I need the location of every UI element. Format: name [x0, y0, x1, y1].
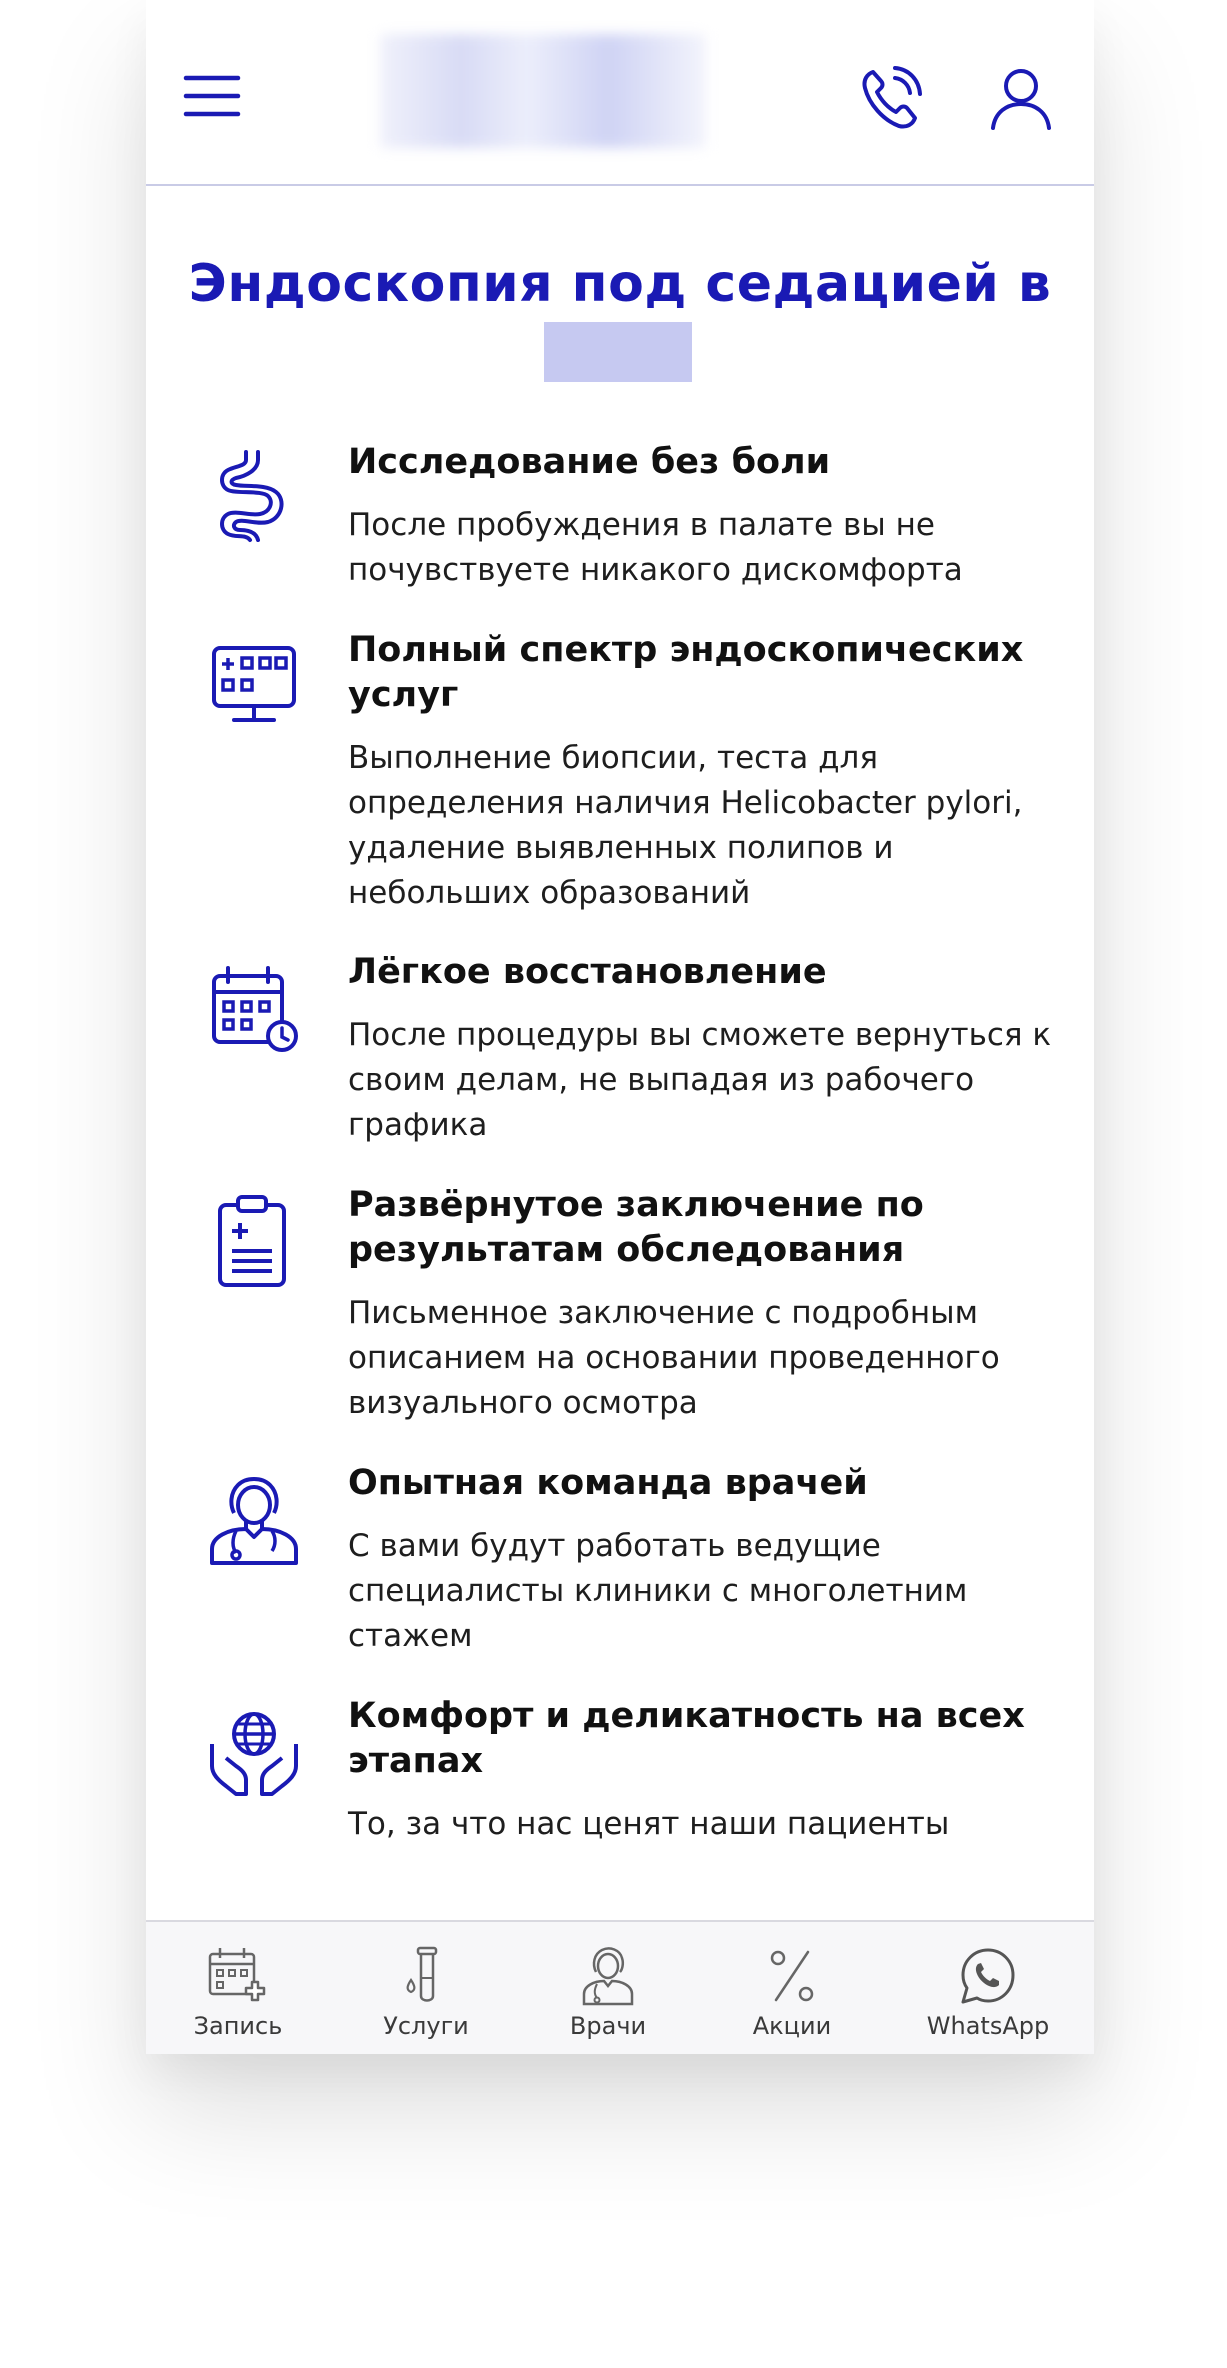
phone-call-icon [859, 64, 923, 132]
title-location-redacted [544, 322, 692, 382]
call-button[interactable] [859, 64, 923, 132]
feature-description: С вами будут работать ведущие специалисты клиники с многолетним стажем [348, 1528, 968, 1654]
feature-title: Развёрнутое заключение по результатам обследования [348, 1185, 924, 1270]
user-profile-icon [989, 64, 1053, 132]
nav-label: Врачи [569, 2012, 647, 2040]
feature-title: Исследование без боли [348, 442, 831, 482]
monitor-grid-icon [206, 640, 302, 736]
nav-item-services[interactable] [336, 1922, 516, 2054]
nav-item-appointment[interactable] [148, 1922, 328, 2054]
doctor-icon [206, 1473, 302, 1569]
nav-label: WhatsApp [926, 2012, 1050, 2040]
hands-globe-icon [206, 1704, 302, 1800]
bottom-navigation [146, 1920, 1094, 2054]
test-tube-icon [394, 1944, 458, 2008]
hamburger-menu-icon [182, 68, 242, 124]
nav-label: Услуги [383, 2012, 469, 2040]
profile-button[interactable] [989, 64, 1053, 132]
app-page [146, 0, 1094, 2052]
logo[interactable] [380, 34, 706, 148]
feature-title: Опытная команда врачей [348, 1463, 868, 1503]
calendar-plus-icon [206, 1944, 270, 2008]
page-title: Эндоскопия под седацией в [188, 254, 1052, 314]
nav-item-whatsapp[interactable] [898, 1922, 1078, 2054]
feature-description: Письменное заключение с подробным описанием на основании проведенного визуального осмотра [348, 1295, 1000, 1421]
nav-label: Акции [752, 2012, 832, 2040]
whatsapp-icon [956, 1944, 1020, 2008]
intestine-icon [206, 448, 302, 544]
nav-item-promotions[interactable] [702, 1922, 882, 2054]
feature-title: Лёгкое восстановление [348, 952, 827, 992]
feature-description: После процедуры вы сможете вернуться к своим делам, не выпадая из рабочего графика [348, 1017, 1052, 1143]
feature-description: После пробуждения в палате вы не почувствуете никакого дискомфорта [348, 507, 963, 588]
feature-description: То, за что нас ценят наши пациенты [348, 1806, 950, 1842]
header [146, 0, 1094, 186]
doctor-icon [576, 1944, 640, 2008]
percent-icon [760, 1944, 824, 2008]
nav-item-doctors[interactable] [518, 1922, 698, 2054]
nav-label: Запись [193, 2012, 283, 2040]
calendar-clock-icon [206, 962, 302, 1058]
feature-title: Полный спектр эндоскопических услуг [348, 630, 1024, 715]
feature-title: Комфорт и деликатность на всех этапах [348, 1696, 1025, 1781]
feature-description: Выполнение биопсии, теста для определения наличия Helicobacter pylori, удаление выявленных полипов и небольших образований [348, 740, 1023, 911]
clipboard-medical-icon [206, 1193, 302, 1289]
menu-button[interactable] [182, 68, 242, 124]
